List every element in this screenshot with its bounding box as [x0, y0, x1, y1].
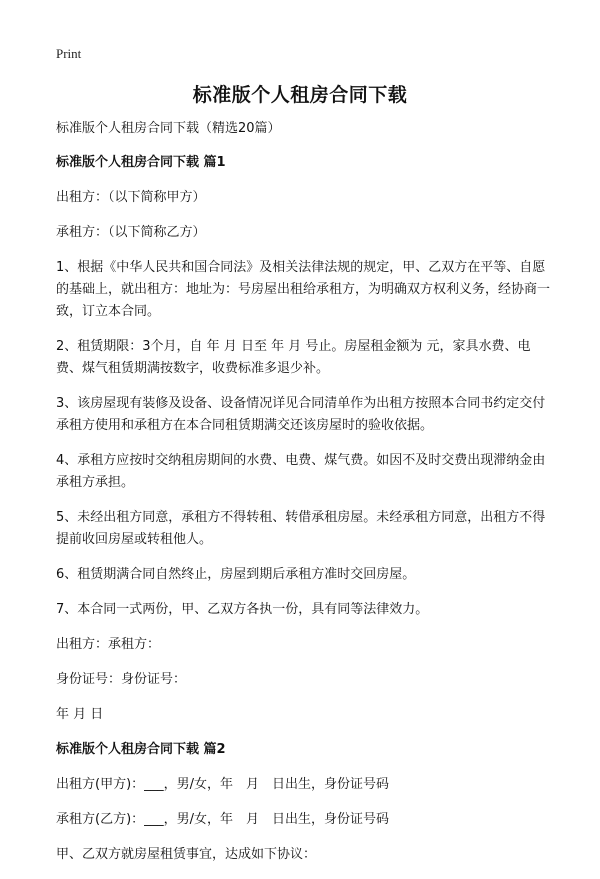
- party-a-line: 出租方(甲方)：___，男/女，年 月 日出生，身份证号码: [56, 777, 390, 792]
- id-number-line: 身份证号：身份证号：: [56, 672, 187, 687]
- date-line: 年 月 日: [56, 707, 104, 722]
- lessee-line: 承租方：（以下简称乙方）: [56, 225, 206, 240]
- clause-5: 5、未经出租方同意，承租方不得转租、转借承租房屋。未经承租方同意，出租方不得提前收回房屋或转租他人。: [56, 510, 546, 547]
- agreement-intro: 甲、乙双方就房屋租赁事宜，达成如下协议：: [56, 847, 317, 862]
- clause-3: 3、该房屋现有装修及设备、设备情况详见合同清单作为出租方按照本合同书约定交付承租方使用和承租方在本合同租赁期满交还该房屋时的验收依据。: [56, 396, 546, 433]
- document-body: [56, 118, 550, 879]
- clause-2: 2、租赁期限：3个月，自 年 月 日至 年 月 号止。房屋租金额为 元，家具水费、电费、煤气租赁期满按数字，收费标准多退少补。: [56, 339, 531, 376]
- section-heading-1: 标准版个人租房合同下载 篇1: [56, 155, 226, 170]
- section-heading-2: 标准版个人租房合同下载 篇2: [56, 742, 226, 757]
- clause-1: 1、根据《中华人民共和国合同法》及相关法律法规的规定，甲、乙双方在平等、自愿的基础上，就出租方：地址为：号房屋出租给承租方，为明确双方权利义务，经协商一致，订立本合同。: [56, 260, 551, 319]
- signature-line: 出租方：承租方：: [56, 637, 161, 652]
- lessor-line: 出租方：（以下简称甲方）: [56, 190, 206, 205]
- document-title: 标准版个人租房合同下载: [192, 84, 408, 106]
- document-subtitle: 标准版个人租房合同下载（精选20篇）: [56, 121, 281, 136]
- print-link[interactable]: Print: [56, 46, 82, 61]
- clause-4: 4、承租方应按时交纳租房期间的水费、电费、煤气费。如因不及时交费出现滞纳金由承租方承担。: [56, 453, 546, 490]
- party-b-line: 承租方(乙方)：___，男/女，年 月 日出生，身份证号码: [56, 812, 390, 827]
- clause-7: 7、本合同一式两份，甲、乙双方各执一份，具有同等法律效力。: [56, 602, 429, 617]
- clause-6: 6、租赁期满合同自然终止，房屋到期后承租方准时交回房屋。: [56, 567, 416, 582]
